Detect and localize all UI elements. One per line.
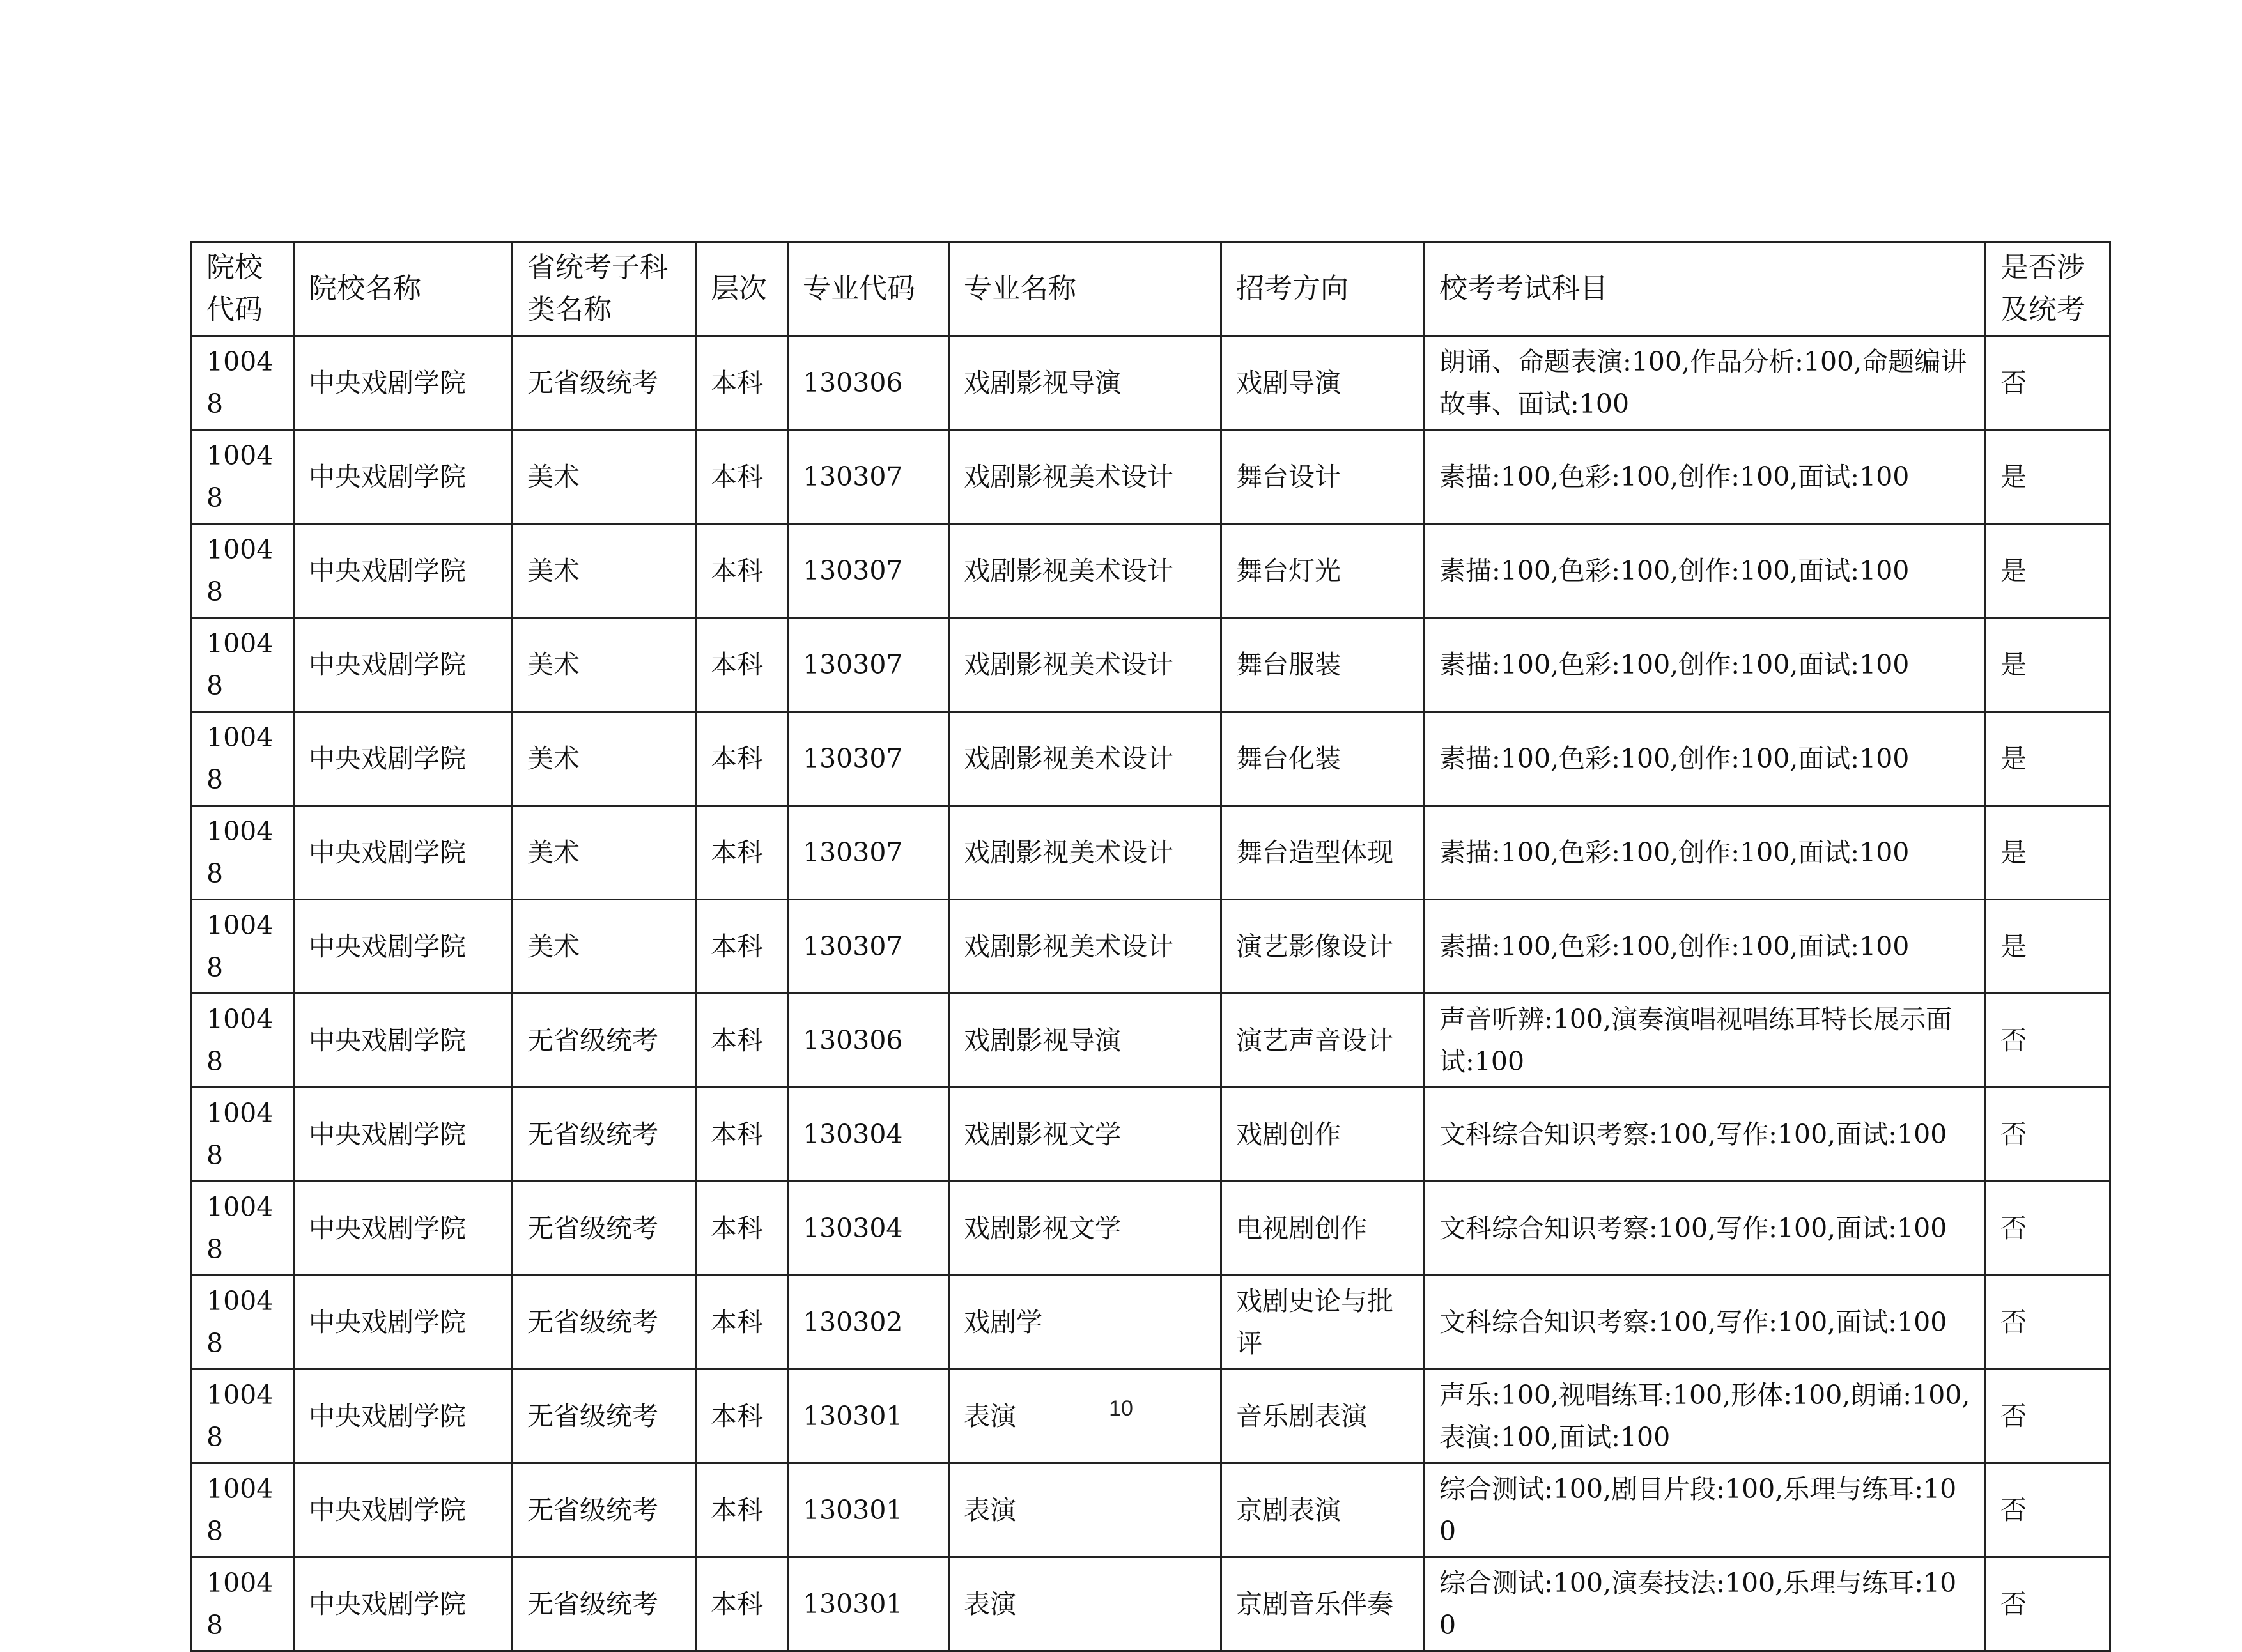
table-row [192, 1276, 2110, 1370]
cell-exam-subjects: 综合测试:100,演奏技法:100,乐理与练耳:100 [1425, 1557, 1986, 1651]
cell-school-code: 10048 [192, 1088, 294, 1182]
cell-sub-category: 无省级统考 [513, 336, 696, 430]
cell-sub-category: 美术 [513, 430, 696, 524]
cell-exam-subjects: 素描:100,色彩:100,创作:100,面试:100 [1425, 430, 1986, 524]
header-sub-category: 省统考子科类名称 [513, 242, 696, 336]
cell-unified-exam: 是 [1986, 806, 2110, 900]
table-header [192, 242, 2110, 336]
cell-major-code: 130306 [788, 336, 949, 430]
cell-direction: 舞台造型体现 [1221, 806, 1425, 900]
header-direction: 招考方向 [1221, 242, 1425, 336]
cell-level: 本科 [696, 336, 788, 430]
cell-school-code: 10048 [192, 1463, 294, 1557]
cell-unified-exam: 否 [1986, 1370, 2110, 1463]
cell-sub-category: 无省级统考 [513, 1463, 696, 1557]
cell-school-code: 10048 [192, 618, 294, 712]
cell-direction: 京剧音乐伴奏 [1221, 1557, 1425, 1651]
cell-unified-exam: 否 [1986, 1088, 2110, 1182]
cell-direction: 音乐剧表演 [1221, 1370, 1425, 1463]
admission-table-container [190, 241, 2109, 1652]
cell-exam-subjects: 素描:100,色彩:100,创作:100,面试:100 [1425, 524, 1986, 618]
header-exam-subjects: 校考考试科目 [1425, 242, 1986, 336]
cell-school-name: 中央戏剧学院 [294, 1276, 513, 1370]
cell-school-name: 中央戏剧学院 [294, 618, 513, 712]
cell-sub-category: 无省级统考 [513, 1557, 696, 1651]
cell-school-code: 10048 [192, 1182, 294, 1276]
cell-unified-exam: 否 [1986, 994, 2110, 1088]
cell-direction: 舞台设计 [1221, 430, 1425, 524]
cell-sub-category: 无省级统考 [513, 1182, 696, 1276]
cell-level: 本科 [696, 712, 788, 806]
header-major-name: 专业名称 [949, 242, 1221, 336]
cell-direction: 舞台服装 [1221, 618, 1425, 712]
cell-direction: 戏剧史论与批评 [1221, 1276, 1425, 1370]
cell-sub-category: 无省级统考 [513, 1370, 696, 1463]
cell-major-code: 130306 [788, 994, 949, 1088]
cell-level: 本科 [696, 900, 788, 994]
cell-level: 本科 [696, 1370, 788, 1463]
cell-school-code: 10048 [192, 712, 294, 806]
cell-unified-exam: 否 [1986, 1182, 2110, 1276]
cell-major-code: 130301 [788, 1370, 949, 1463]
table-body [192, 336, 2110, 1651]
cell-school-code: 10048 [192, 524, 294, 618]
cell-level: 本科 [696, 1557, 788, 1651]
cell-level: 本科 [696, 430, 788, 524]
cell-school-code: 10048 [192, 900, 294, 994]
cell-major-code: 130307 [788, 900, 949, 994]
table-row [192, 336, 2110, 430]
cell-school-name: 中央戏剧学院 [294, 1088, 513, 1182]
cell-sub-category: 无省级统考 [513, 994, 696, 1088]
cell-school-name: 中央戏剧学院 [294, 1463, 513, 1557]
table-row [192, 1088, 2110, 1182]
cell-major-name: 表演 [949, 1463, 1221, 1557]
cell-major-name: 戏剧影视美术设计 [949, 806, 1221, 900]
cell-major-name: 戏剧影视美术设计 [949, 430, 1221, 524]
cell-level: 本科 [696, 524, 788, 618]
cell-major-name: 戏剧影视导演 [949, 994, 1221, 1088]
cell-sub-category: 美术 [513, 806, 696, 900]
cell-exam-subjects: 声音听辨:100,演奏演唱视唱练耳特长展示面试:100 [1425, 994, 1986, 1088]
cell-exam-subjects: 文科综合知识考察:100,写作:100,面试:100 [1425, 1182, 1986, 1276]
cell-major-name: 戏剧影视文学 [949, 1088, 1221, 1182]
cell-direction: 演艺声音设计 [1221, 994, 1425, 1088]
table-row [192, 900, 2110, 994]
cell-exam-subjects: 素描:100,色彩:100,创作:100,面试:100 [1425, 618, 1986, 712]
cell-major-name: 戏剧影视美术设计 [949, 712, 1221, 806]
cell-unified-exam: 是 [1986, 430, 2110, 524]
cell-school-code: 10048 [192, 430, 294, 524]
cell-unified-exam: 否 [1986, 1276, 2110, 1370]
table-row [192, 806, 2110, 900]
cell-unified-exam: 是 [1986, 618, 2110, 712]
cell-unified-exam: 否 [1986, 336, 2110, 430]
cell-major-code: 130307 [788, 618, 949, 712]
header-school-name: 院校名称 [294, 242, 513, 336]
cell-unified-exam: 否 [1986, 1557, 2110, 1651]
cell-major-name: 表演 [949, 1557, 1221, 1651]
cell-major-code: 130307 [788, 430, 949, 524]
cell-direction: 电视剧创作 [1221, 1182, 1425, 1276]
cell-exam-subjects: 声乐:100,视唱练耳:100,形体:100,朗诵:100,表演:100,面试:100 [1425, 1370, 1986, 1463]
cell-major-code: 130301 [788, 1557, 949, 1651]
cell-direction: 舞台化装 [1221, 712, 1425, 806]
cell-major-name: 戏剧影视文学 [949, 1182, 1221, 1276]
cell-school-code: 10048 [192, 994, 294, 1088]
cell-major-name: 表演 [949, 1370, 1221, 1463]
cell-school-name: 中央戏剧学院 [294, 712, 513, 806]
header-school-code: 院校代码 [192, 242, 294, 336]
cell-direction: 戏剧导演 [1221, 336, 1425, 430]
cell-level: 本科 [696, 994, 788, 1088]
cell-school-name: 中央戏剧学院 [294, 524, 513, 618]
cell-level: 本科 [696, 1182, 788, 1276]
cell-major-name: 戏剧影视导演 [949, 336, 1221, 430]
cell-school-code: 10048 [192, 1370, 294, 1463]
cell-sub-category: 无省级统考 [513, 1276, 696, 1370]
cell-direction: 舞台灯光 [1221, 524, 1425, 618]
cell-level: 本科 [696, 1463, 788, 1557]
cell-direction: 戏剧创作 [1221, 1088, 1425, 1182]
cell-unified-exam: 是 [1986, 524, 2110, 618]
cell-sub-category: 美术 [513, 900, 696, 994]
table-row [192, 994, 2110, 1088]
cell-major-code: 130304 [788, 1182, 949, 1276]
cell-school-name: 中央戏剧学院 [294, 1370, 513, 1463]
cell-exam-subjects: 文科综合知识考察:100,写作:100,面试:100 [1425, 1276, 1986, 1370]
cell-major-code: 130301 [788, 1463, 949, 1557]
table-row [192, 1557, 2110, 1651]
cell-direction: 京剧表演 [1221, 1463, 1425, 1557]
table-row [192, 618, 2110, 712]
cell-school-name: 中央戏剧学院 [294, 1182, 513, 1276]
header-unified-exam: 是否涉及统考 [1986, 242, 2110, 336]
cell-exam-subjects: 素描:100,色彩:100,创作:100,面试:100 [1425, 712, 1986, 806]
cell-level: 本科 [696, 806, 788, 900]
cell-school-code: 10048 [192, 1557, 294, 1651]
cell-school-name: 中央戏剧学院 [294, 806, 513, 900]
cell-exam-subjects: 朗诵、命题表演:100,作品分析:100,命题编讲故事、面试:100 [1425, 336, 1986, 430]
cell-sub-category: 无省级统考 [513, 1088, 696, 1182]
cell-school-name: 中央戏剧学院 [294, 900, 513, 994]
cell-major-code: 130302 [788, 1276, 949, 1370]
cell-school-name: 中央戏剧学院 [294, 430, 513, 524]
table-row [192, 712, 2110, 806]
cell-major-code: 130307 [788, 806, 949, 900]
cell-unified-exam: 是 [1986, 712, 2110, 806]
header-major-code: 专业代码 [788, 242, 949, 336]
table-row [192, 1182, 2110, 1276]
cell-major-code: 130304 [788, 1088, 949, 1182]
cell-major-name: 戏剧学 [949, 1276, 1221, 1370]
cell-exam-subjects: 素描:100,色彩:100,创作:100,面试:100 [1425, 900, 1986, 994]
cell-sub-category: 美术 [513, 618, 696, 712]
cell-major-name: 戏剧影视美术设计 [949, 524, 1221, 618]
cell-school-code: 10048 [192, 336, 294, 430]
table-row [192, 1463, 2110, 1557]
cell-school-code: 10048 [192, 806, 294, 900]
cell-school-name: 中央戏剧学院 [294, 1557, 513, 1651]
cell-sub-category: 美术 [513, 712, 696, 806]
cell-direction: 演艺影像设计 [1221, 900, 1425, 994]
cell-exam-subjects: 素描:100,色彩:100,创作:100,面试:100 [1425, 806, 1986, 900]
cell-level: 本科 [696, 618, 788, 712]
header-level: 层次 [696, 242, 788, 336]
cell-major-name: 戏剧影视美术设计 [949, 618, 1221, 712]
cell-exam-subjects: 综合测试:100,剧目片段:100,乐理与练耳:100 [1425, 1463, 1986, 1557]
header-row [192, 242, 2110, 336]
cell-unified-exam: 否 [1986, 1463, 2110, 1557]
table-row [192, 430, 2110, 524]
cell-sub-category: 美术 [513, 524, 696, 618]
cell-level: 本科 [696, 1276, 788, 1370]
cell-school-name: 中央戏剧学院 [294, 336, 513, 430]
cell-level: 本科 [696, 1088, 788, 1182]
table-row [192, 524, 2110, 618]
cell-unified-exam: 是 [1986, 900, 2110, 994]
cell-exam-subjects: 文科综合知识考察:100,写作:100,面试:100 [1425, 1088, 1986, 1182]
cell-major-code: 130307 [788, 524, 949, 618]
cell-major-name: 戏剧影视美术设计 [949, 900, 1221, 994]
cell-school-code: 10048 [192, 1276, 294, 1370]
admission-table [190, 241, 2111, 1652]
cell-school-name: 中央戏剧学院 [294, 994, 513, 1088]
cell-major-code: 130307 [788, 712, 949, 806]
page-number: 10 [1109, 1396, 1133, 1421]
